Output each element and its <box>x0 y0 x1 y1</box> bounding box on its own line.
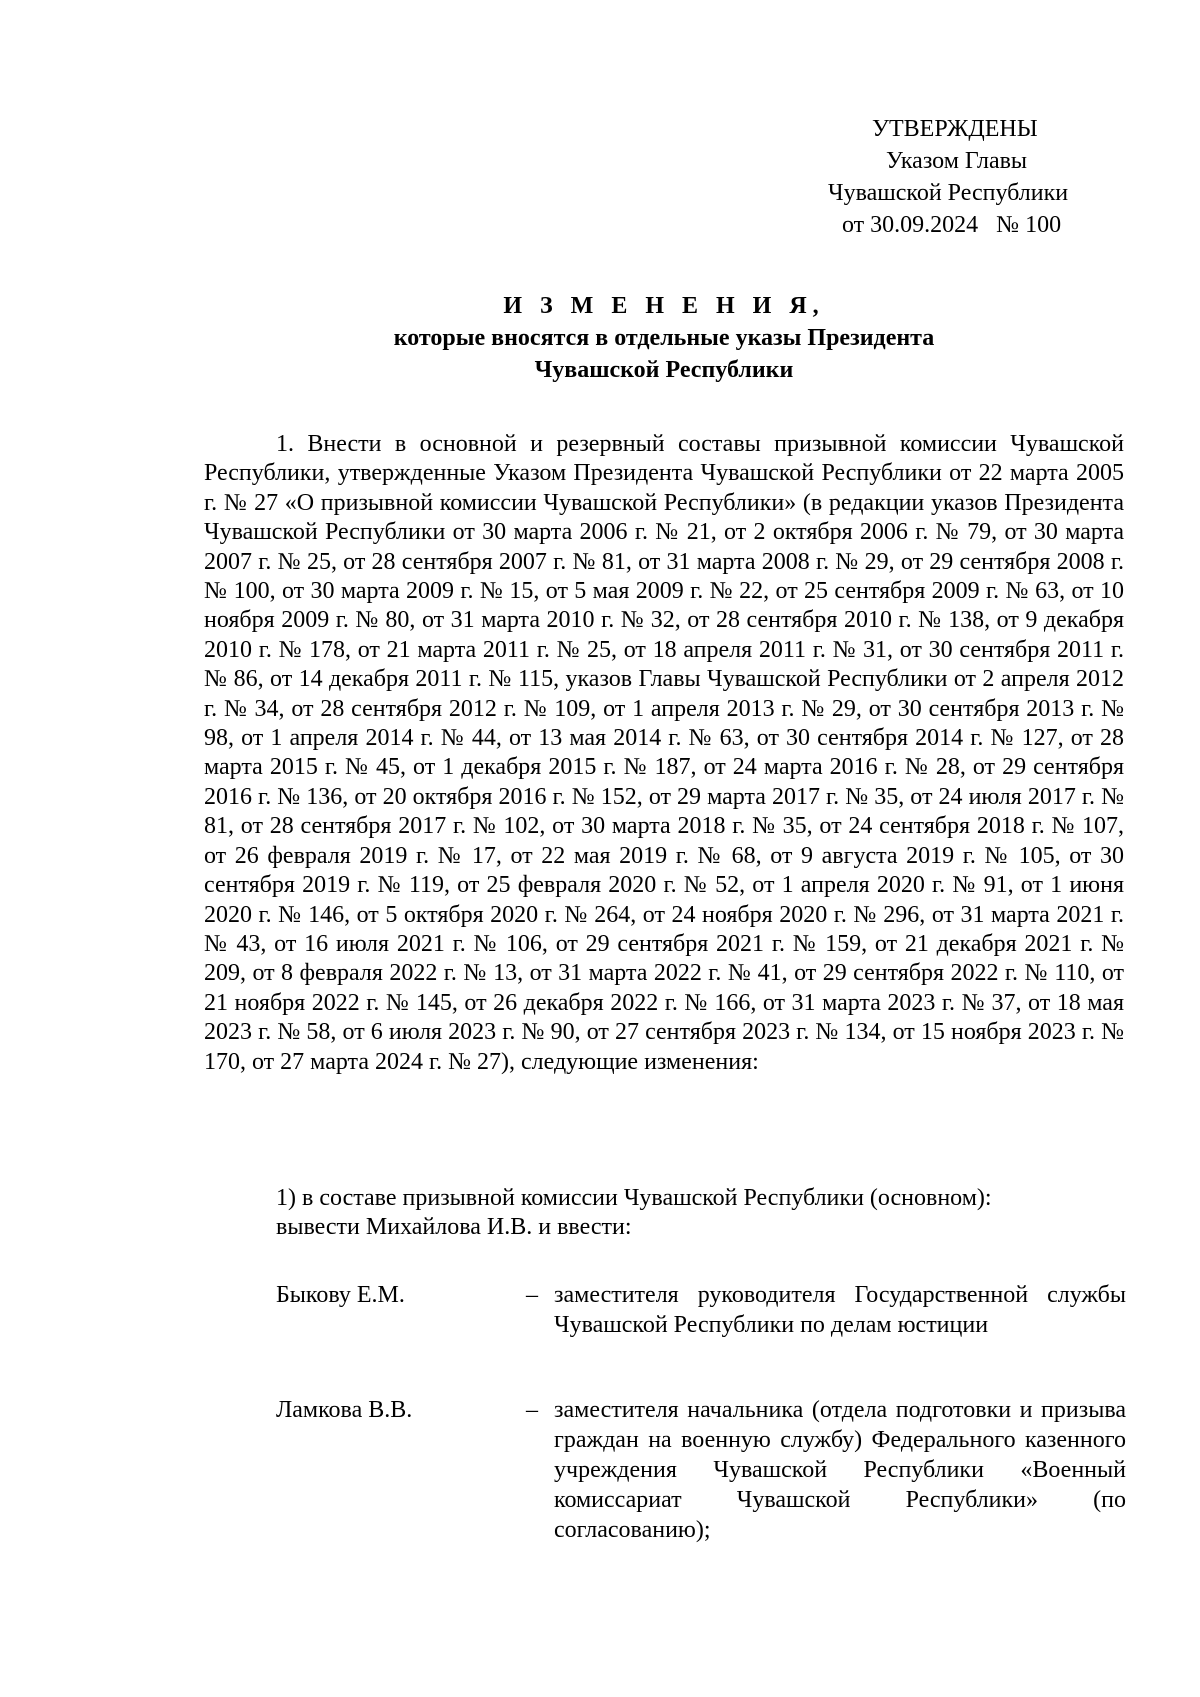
paragraph-1: 1. Внести в основной и резервный составы призывной комиссии Чувашской Республики, утвержденные Указом Президента Чувашской Республики от 22 марта 2005 г. № 27 «О призывной комиссии Чувашской Республики» (в редакции указов Президента Чувашской Республики от 30 марта 2006 г. № 21, от 2 октября 2006 г. № 79, от 30 марта 2007 г. № 25, от 28 сентября 2007 г. № 81, от 31 марта 2008 г. № 29, от 29 сентября 2008 г. № 100, от 30 марта 2009 г. № 15, от 5 мая 2009 г. № 22, от 25 сентября 2009 г. № 63, от 10 ноября 2009 г. № 80, от 31 марта 2010 г. № 32, от 28 сентября 2010 г. № 138, от 9 декабря 2010 г. № 178, от 21 марта 2011 г. № 25, от 18 апреля 2011 г. № 31, от 30 сентября 2011 г. № 86, от 14 декабря 2011 г. № 115, указов Главы Чувашской Республики от 2 апреля 2012 г. № 34, от 28 сентября 2012 г. № 109, от 1 апреля 2013 г. № 29, от 30 сентября 2013 г. № 98, от 1 апреля 2014 г. № 44, от 13 мая 2014 г. № 63, от 30 сентября 2014 г. № 127, от 28 марта 2015 г. № 45, от 1 декабря 2015 г. № 187, от 24 марта 2016 г. № 28, от 29 сентября 2016 г. № 136, от 20 октября 2016 г. № 152, от 29 марта 2017 г. № 35, от 24 июля 2017 г. № 81, от 28 сентября 2017 г. № 102, от 30 марта 2018 г. № 35, от 24 сентября 2018 г. № 107, от 26 февраля 2019 г. № 17, от 22 мая 2019 г. № 68, от 9 августа 2019 г. № 105, от 30 сентября 2019 г. № 119, от 25 февраля 2020 г. № 52, от 1 апреля 2020 г. № 91, от 1 июня 2020 г. № 146, от 5 октября 2020 г. № 264, от 24 ноября 2020 г. № 296, от 31 марта 2021 г. № 43, от 16 июля 2021 г. № 106, от 29 сентября 2021 г. № 159, от 21 декабря 2021 г. № 209, от 8 февраля 2022 г. № 13, от 31 марта 2022 г. № 41, от 29 сентября 2022 г. № 110, от 21 ноября 2022 г. № 145, от 26 декабря 2022 г. № 166, от 31 марта 2023 г. № 37, от 18 мая 2023 г. № 58, от 6 июля 2023 г. № 90, от 27 сентября 2023 г. № 134, от 15 ноября 2023 г. № 170, от 27 марта 2024 г. № 27), следующие изменения: <box>204 431 1124 1075</box>
person-role: заместителя руководителя Государственной службы Чувашской Республики по делам юстиции <box>554 1282 1126 1338</box>
subitem-1-line-1: 1) в составе призывной комиссии Чувашской Республики (основном): <box>276 1185 992 1211</box>
approval-stamp <box>780 113 1110 241</box>
document-subtitle-line-2: Чувашской Республики <box>534 357 794 383</box>
subitem-1-line-2: вывести Михайлова И.В. и ввести: <box>276 1214 632 1241</box>
document-title: И З М Е Н Е Н И Я, <box>503 293 825 319</box>
document-heading <box>204 290 1124 386</box>
approval-line-date-number: от 30.09.2024 № 100 <box>842 212 1062 238</box>
person-dash: – <box>526 1282 538 1308</box>
person-name: Быкову Е.М. <box>276 1282 405 1308</box>
person-role: заместителя начальника (отдела подготовки и призыва граждан на военную службу) Федерального казенного учреждения Чувашской Республики «Военный комиссариат Чувашской Республики» (по согласованию); <box>554 1397 1126 1543</box>
person-name: Ламкова В.В. <box>276 1397 413 1423</box>
subitem-1 <box>276 1184 1126 1243</box>
person-dash: – <box>526 1397 538 1423</box>
document-subtitle-line-1: которые вносятся в отдельные указы Президента <box>393 325 935 351</box>
approval-line-decree: Указом Главы <box>886 148 1028 174</box>
approval-line-approved: УТВЕРЖДЕНЫ <box>872 116 1038 142</box>
approval-line-republic: Чувашской Республики <box>828 180 1069 206</box>
